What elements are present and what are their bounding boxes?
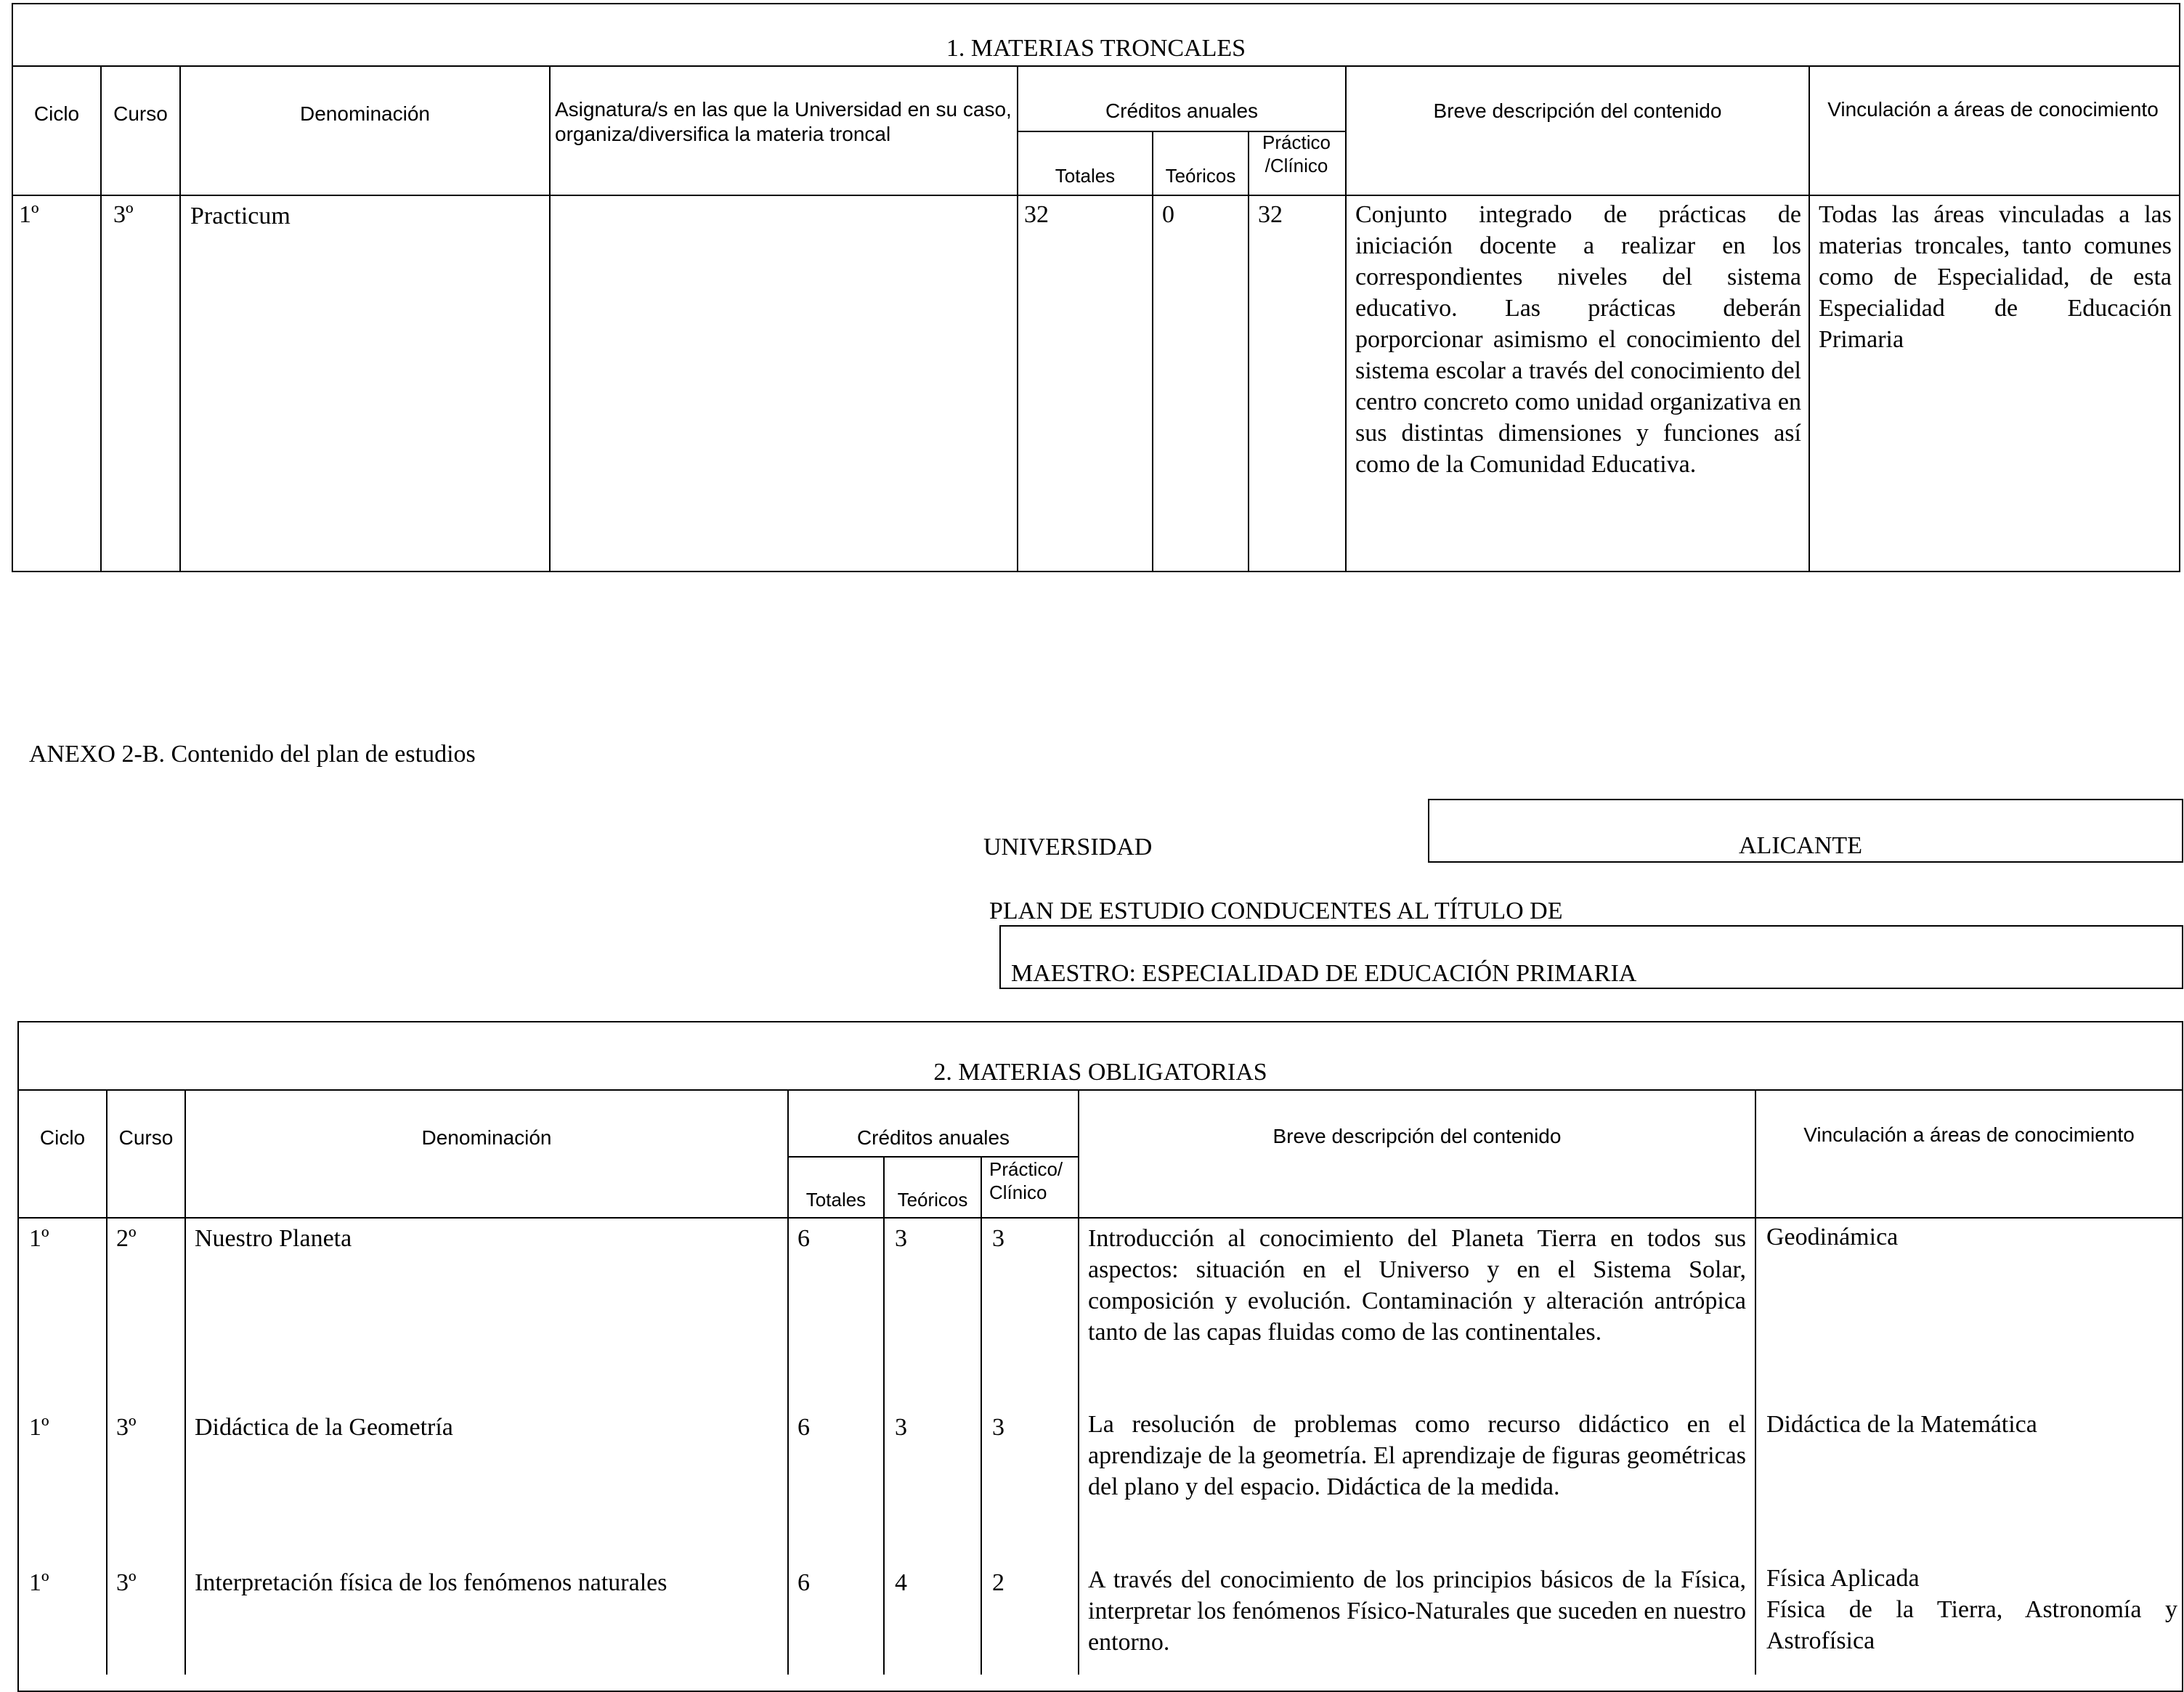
t1-row1-teoricos: 0 (1162, 201, 1174, 228)
header-denominacion: Denominación (300, 102, 430, 125)
t2-row1-ciclo: 1º (29, 1225, 49, 1252)
t2-row2-teoricos: 3 (895, 1414, 907, 1441)
header-teoricos: Teóricos (897, 1189, 968, 1211)
header-ciclo: Ciclo (39, 1126, 86, 1149)
t2-row1-teoricos: 3 (895, 1225, 907, 1252)
t2-row3-curso: 3º (116, 1569, 137, 1596)
t2-row2-descripcion: La resolución de problemas como recurso didáctico en el aprendizaje de la geometría. El aprendizaje de figuras geométricas del plano y del espacio. Didáctica de la medida. (1088, 1411, 1746, 1500)
t2-row1-curso: 2º (116, 1225, 137, 1252)
t2-row2-denominacion: Didáctica de la Geometría (195, 1414, 453, 1441)
header-descripcion: Breve descripción del contenido (1433, 99, 1722, 122)
header-creditos: Créditos anuales (1105, 99, 1259, 122)
t2-row1-vinculacion: Geodinámica (1766, 1224, 1899, 1250)
t1-row1-curso: 3º (113, 201, 134, 228)
header-vinculacion: Vinculación a áreas de conocimiento (1827, 98, 2159, 121)
plan-value: MAESTRO: ESPECIALIDAD DE EDUCACIÓN PRIMARIA (1011, 960, 1637, 987)
t1-row1-denominacion: Practicum (190, 203, 291, 229)
header-asignaturas: Asignatura/s en las que la Universidad en su caso, organiza/diversifica la materia troncal (555, 98, 1012, 145)
header-teoricos: Teóricos (1165, 165, 1236, 187)
t1-row1-totales: 32 (1024, 201, 1049, 228)
t2-row1-practico: 3 (992, 1225, 1004, 1252)
t2-row3-descripcion: A través del conocimiento de los principios básicos de la Física, interpretar los fenómenos Físico-Naturales que suceden en nuestro entorno. (1088, 1566, 1746, 1656)
header-descripcion: Breve descripción del contenido (1272, 1125, 1562, 1147)
header-denominacion: Denominación (421, 1126, 552, 1149)
t2-row1-totales: 6 (797, 1225, 810, 1252)
header-curso: Curso (113, 102, 168, 125)
header-practico: Práctico /Clínico (1262, 131, 1331, 176)
t2-row3-ciclo: 1º (29, 1569, 49, 1596)
t1-row1-vinculacion: Todas las áreas vinculadas a las materias troncales, tanto comunes como de Especialidad, de esta Especialidad de Educación Primaria (1819, 201, 2172, 353)
header-creditos: Créditos anuales (856, 1126, 1010, 1149)
t2-row3-practico: 2 (992, 1569, 1004, 1596)
t2-row3-denominacion: Interpretación física de los fenómenos naturales (195, 1569, 667, 1596)
header-totales: Totales (805, 1189, 866, 1211)
t1-row1-practico: 32 (1258, 201, 1283, 228)
t2-row2-curso: 3º (116, 1414, 137, 1441)
plan-label: PLAN DE ESTUDIO CONDUCENTES AL TÍTULO DE (989, 898, 1563, 924)
t2-row2-totales: 6 (797, 1414, 810, 1441)
t2-row2-ciclo: 1º (29, 1414, 49, 1441)
header-vinculacion: Vinculación a áreas de conocimiento (1803, 1123, 2135, 1146)
header-practico: Práctico/ Clínico (989, 1158, 1063, 1203)
t2-row2-vinculacion: Didáctica de la Matemática (1766, 1411, 2037, 1438)
universidad-value: ALICANTE (1739, 832, 1862, 859)
header-ciclo: Ciclo (33, 102, 80, 125)
header-curso: Curso (118, 1126, 174, 1149)
t1-row1-ciclo: 1º (19, 201, 39, 228)
annex-title: ANEXO 2-B. Contenido del plan de estudios (29, 741, 476, 768)
universidad-label: UNIVERSIDAD (983, 834, 1153, 861)
t2-row3-totales: 6 (797, 1569, 810, 1596)
t2-row1-descripcion: Introducción al conocimiento del Planeta Tierra en todos sus aspectos: situación en el Universo y en el Sistema Solar, composición y evolución. Contaminación y alteración antrópica tanto de las capas fluidas como de las continentales. (1088, 1225, 1746, 1346)
t2-row3-teoricos: 4 (895, 1569, 907, 1596)
t2-row2-practico: 3 (992, 1414, 1004, 1441)
t1-row1-descripcion: Conjunto integrado de prácticas de iniciación docente a realizar en los correspondientes niveles del sistema educativo. Las prácticas deberán porporcionar asimismo el conocimiento del sistema escolar a través del conocimiento del centro concreto como unidad organizativa en sus distintas dimensiones y funciones así como de la Comunidad Educativa. (1355, 201, 1801, 478)
header-totales: Totales (1055, 165, 1116, 187)
table-title: 1. MATERIAS TRONCALES (946, 35, 1246, 62)
table-title: 2. MATERIAS OBLIGATORIAS (933, 1059, 1267, 1086)
t2-row3-vinculacion: Física Aplicada Física de la Tierra, Astronomía y Astrofísica (1766, 1565, 2177, 1654)
t2-row1-denominacion: Nuestro Planeta (195, 1225, 352, 1252)
